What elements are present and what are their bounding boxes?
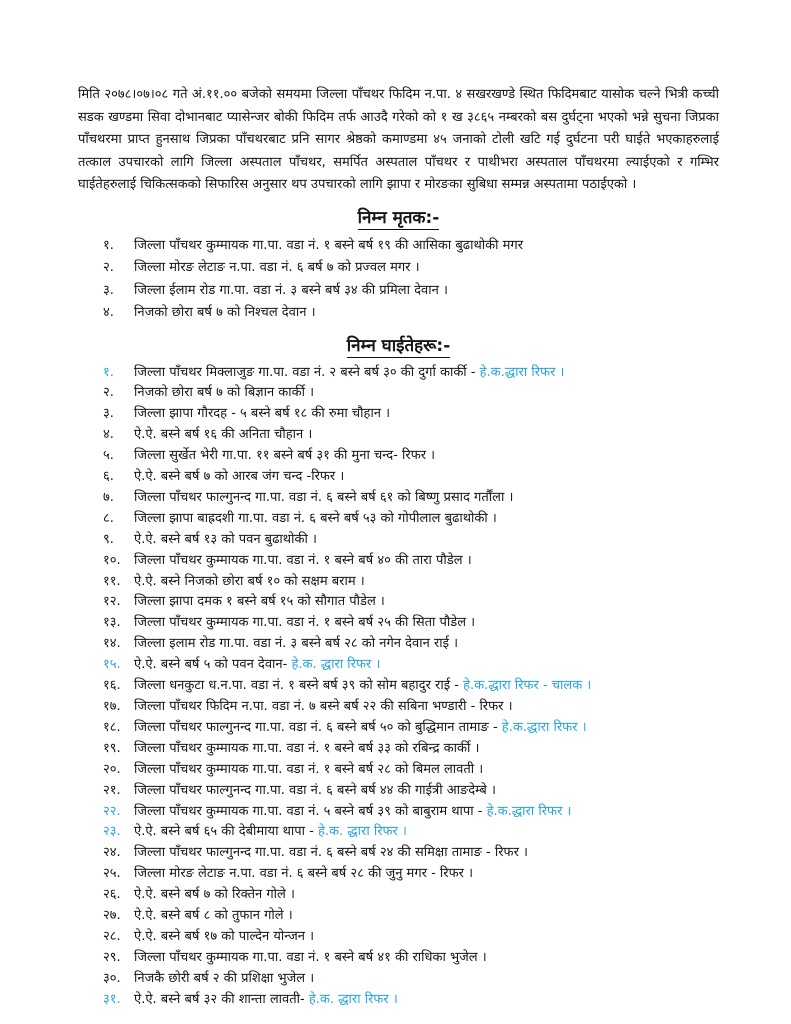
intro-paragraph: मिति २०७८।०७।०८ गते अं.११.०० बजेको समयमा जिल्ला पाँचथर फिदिम न.पा. ४ सखरखण्डे स्थित फिदिमबाट यासोक चल्ने भित्री कच्ची सडक खण्डमा सिवा दोभानबाट प्यासेन्जर बोकी फिदिम तर्फ आउदै गरेको को १ ख ३८६५ नम्बरको बस दुर्घट्ना भएको भन्ने सुचना जिप्रका पाँचथरमा प्राप्त हुनसाथ जिप्रका पाँचथरबाट प्रनि सागर श्रेष्ठको कमाण्डमा ४५ जनाको टोली खटि गई दुर्घटना परी घाईते भएकाहरुलाई तत्काल उपचारको लागि जिल्ला अस्पताल पाँचथर, समर्पित अस्पताल पाँचथर र पाथीभरा अस्पताल पाँचथरमा ल्याईएको र गम्भिर घाईतेहरुलाई चिकित्सकको सिफारिस अनुसार थप उपचारको लागि झापा र मोरङका सुबिधा सम्मन्न अस्पतामा पठाईएको ।	[78, 87, 720, 192]
item-text	[134, 843, 719, 864]
item-number: २९.	[103, 949, 121, 965]
list-item	[103, 235, 719, 258]
item-text-segment: ऐ.ऐ. बस्ने बर्ष १३ को पवन बुढाथोकी ।	[134, 531, 317, 547]
list-item	[103, 488, 719, 509]
list-item	[103, 969, 719, 990]
item-text	[134, 676, 719, 697]
item-text	[134, 592, 719, 613]
list-item	[103, 885, 719, 906]
item-number: ३.	[103, 282, 114, 298]
list-item	[103, 383, 719, 404]
item-number: १५.	[103, 657, 121, 673]
item-text-segment: जिल्ला पाँचथर कुम्मायक गा.पा. वडा नं. १ बस्ने बर्ष ३३ को रबिन्द्र कार्की ।	[134, 740, 480, 756]
item-text-segment: जिल्ला इलाम रोड गा.पा. वडा नं. ३ बस्ने बर्ष २८ को नगेन देवान राई ।	[134, 636, 459, 652]
item-text	[134, 235, 719, 258]
item-number: २४.	[103, 845, 121, 861]
item-text-referred-note: हे.क.द्धारा रिफर ।	[501, 719, 587, 735]
list-item	[103, 781, 719, 802]
item-text-referred-note: हे.क.द्धारा रिफर - चालक ।	[463, 678, 592, 694]
item-number: १७.	[103, 699, 121, 714]
list-item	[103, 843, 719, 864]
item-number: २१.	[103, 782, 121, 798]
item-text	[134, 718, 719, 739]
item-number: १.	[103, 237, 114, 253]
item-number: २.	[103, 260, 114, 275]
item-text-segment: निजको छोरा बर्ष ७ को निश्चल देवान ।	[134, 305, 316, 320]
list-item	[103, 906, 719, 927]
item-number: २.	[103, 385, 114, 401]
item-text	[134, 739, 719, 760]
item-text	[134, 530, 719, 551]
item-text-referred-note: हे.क. द्धारा रिफर ।	[308, 991, 398, 1007]
list-item	[103, 760, 719, 781]
item-text-referred-note: हे.क. द्धारा रिफर ।	[291, 657, 381, 673]
list-item	[103, 718, 719, 739]
item-text	[134, 990, 719, 1011]
item-text	[134, 404, 719, 425]
item-number: १६.	[103, 678, 121, 694]
list-item	[103, 864, 719, 885]
item-text-segment: जिल्ला पाँचथर कुम्मायक गा.पा. वडा नं. १ बस्ने बर्ष २८ को बिमल लावती ।	[134, 761, 484, 777]
item-text	[134, 781, 719, 802]
list-item	[103, 280, 719, 303]
item-text	[134, 302, 719, 325]
item-text-segment: जिल्ला मोरङ लेटाङ न.पा. वडा नं. ६ बस्ने बर्ष २८ की जुनु मगर - रिफर ।	[134, 866, 474, 882]
item-text-segment: ऐ.ऐ. बस्ने बर्ष ७ को रिक्तेन गोले ।	[134, 887, 295, 903]
item-number: ३०.	[103, 970, 121, 986]
item-number: ३.	[103, 406, 114, 422]
item-number: १.	[103, 364, 114, 380]
item-text-segment: जिल्ला पाँचथर मिक्लाजुङ गा.पा. वडा नं. २ बस्ने बर्ष ३० की दुर्गा कार्की -	[134, 364, 480, 380]
list-item	[103, 948, 719, 969]
item-text	[134, 467, 719, 488]
list-item	[103, 592, 719, 613]
item-text-segment: जिल्ला पाँचथर कुम्मायक गा.पा. वडा नं. १ बस्ने बर्ष २५ की सिता पौडेल ।	[134, 615, 476, 631]
list-item	[103, 467, 719, 488]
injured-list	[103, 363, 719, 1011]
list-item	[103, 990, 719, 1011]
item-text	[134, 613, 719, 634]
item-text-segment: जिल्ला पाँचथर फाल्गुनन्द गा.पा. वडा नं. ६ बस्ने बर्ष ४४ की गाईत्री आङदेम्बे ।	[134, 782, 496, 798]
item-text-segment: जिल्ला झापा दमक १ बस्ने बर्ष १५ को सौगात पौडेल ।	[134, 594, 385, 610]
item-text	[134, 363, 719, 384]
item-text-segment: ऐ.ऐ. बस्ने बर्ष १६ की अनिता चौहान ।	[134, 427, 313, 443]
item-text	[134, 509, 719, 530]
list-item	[103, 551, 719, 572]
item-text	[134, 634, 719, 655]
list-item	[103, 572, 719, 593]
item-text-segment: जिल्ला झापा गौरदह - ५ बस्ने बर्ष १८ की रुमा चौहान ।	[134, 406, 391, 422]
item-text	[134, 948, 719, 969]
deceased-heading	[78, 205, 719, 228]
item-number: १०.	[103, 552, 121, 568]
item-text	[134, 802, 719, 823]
item-text-segment: जिल्ला पाँचथर फाल्गुनन्द गा.पा. वडा नं. ६ बस्ने बर्ष ५० को बुद्धिमान तामाङ -	[134, 719, 502, 735]
item-number: १८.	[103, 719, 121, 735]
list-item	[103, 634, 719, 655]
item-text-segment: जिल्ला पाँचथर फाल्गुनन्द गा.पा. वडा नं. ६ बस्ने बर्ष २४ की समिक्षा तामाङ - रिफर ।	[134, 845, 528, 861]
item-text	[134, 697, 719, 718]
item-text-segment: जिल्ला पाँचथर कुम्मायक गा.पा. वडा नं. १ बस्ने बर्ष ४१ की राधिका भुजेल ।	[134, 949, 487, 965]
item-number: २८.	[103, 928, 121, 944]
item-text-segment: जिल्ला पाँचथर कुम्मायक गा.पा. वडा नं. १ बस्ने बर्ष ४० की तारा पौडेल ।	[134, 552, 472, 568]
item-number: २५.	[103, 866, 121, 882]
item-text-segment: जिल्ला पाँचथर कुम्मायक गा.पा. वडा नं. ५ बस्ने बर्ष ३९ को बाबुराम थापा -	[134, 803, 487, 819]
item-text-segment: निजकै छोरी बर्ष २ की प्रशिक्षा भुजेल ।	[134, 970, 315, 986]
item-text-segment: ऐ.ऐ. बस्ने बर्ष १७ को पाल्देन योन्जन ।	[134, 928, 315, 944]
item-text-segment: निजको छोरा बर्ष ७ को बिज्ञान कार्की ।	[134, 385, 315, 401]
list-item	[103, 676, 719, 697]
item-text	[134, 760, 719, 781]
list-item	[103, 739, 719, 760]
item-number: ३१.	[103, 991, 121, 1007]
item-number: १९.	[103, 740, 121, 756]
item-number: ११.	[103, 573, 121, 589]
item-text-segment: ऐ.ऐ. बस्ने बर्ष ७ को आरब जंग चन्द -रिफर ।	[134, 469, 345, 485]
item-number: २३.	[103, 824, 121, 840]
list-item	[103, 697, 719, 718]
list-item	[103, 363, 719, 384]
item-number: ४.	[103, 305, 114, 320]
item-text	[134, 864, 719, 885]
item-text	[134, 906, 719, 927]
item-text	[134, 383, 719, 404]
item-text	[134, 280, 719, 303]
list-item	[103, 509, 719, 530]
list-item	[103, 822, 719, 843]
list-item	[103, 802, 719, 823]
item-text-segment: जिल्ला मोरङ लेटाङ न.पा. वडा नं. ६ बर्ष ७ को प्रज्वल मगर ।	[134, 260, 420, 275]
item-text	[134, 822, 719, 843]
item-text-segment: जिल्ला धनकुटा ध.न.पा. वडा नं. १ बस्ने बर्ष ३९ को सोम बहादुर राई -	[134, 678, 464, 694]
item-text-segment: ऐ.ऐ. बस्ने बर्ष ३२ की शान्ता लावती-	[134, 991, 309, 1007]
list-item	[103, 302, 719, 325]
item-number: २०.	[103, 761, 121, 777]
item-text	[134, 655, 719, 676]
item-number: ७.	[103, 489, 114, 505]
item-number: २७.	[103, 908, 121, 924]
item-number: १४.	[103, 636, 121, 652]
item-text	[134, 969, 719, 990]
item-text-referred-note: हे.क.द्धारा रिफर ।	[479, 364, 565, 380]
list-item	[103, 530, 719, 551]
item-text	[134, 257, 719, 280]
item-text	[134, 488, 719, 509]
injured-heading	[78, 333, 719, 356]
item-text-segment: ऐ.ऐ. बस्ने निजको छोरा बर्ष १० को सक्षम बराम ।	[134, 573, 365, 589]
deceased-heading-text: निम्न मृतक:-	[357, 207, 440, 228]
list-item	[103, 927, 719, 948]
item-number: २२.	[103, 803, 121, 819]
list-item	[103, 446, 719, 467]
item-text-referred-note: हे.क. द्धारा रिफर ।	[317, 824, 407, 840]
item-text	[134, 425, 719, 446]
item-text	[134, 551, 719, 572]
item-number: ८.	[103, 510, 114, 526]
item-text-segment: जिल्ला ईलाम रोड गा.पा. वडा नं. ३ बस्ने बर्ष ३४ की प्रमिला देवान ।	[134, 282, 448, 298]
deceased-list	[103, 235, 719, 325]
item-text-segment: ऐ.ऐ. बस्ने बर्ष ८ को तुफान गोले ।	[134, 908, 293, 924]
item-text-segment: जिल्ला झापा बाह्रदशी गा.पा. वडा नं. ६ बस्ने बर्ष ५३ को गोपीलाल बुढाथोकी ।	[134, 510, 497, 526]
item-text-segment: जिल्ला पाँचथर फाल्गुनन्द गा.पा. वडा नं. ६ बस्ने बर्ष ६१ को बिष्णु प्रसाद गर्तौंला ।	[134, 489, 514, 505]
list-item	[103, 425, 719, 446]
item-text-segment: ऐ.ऐ. बस्ने बर्ष ५ को पवन देवान-	[134, 657, 292, 673]
item-number: ६.	[103, 469, 114, 485]
item-text	[134, 927, 719, 948]
item-text-segment: ऐ.ऐ. बस्ने बर्ष ६५ की देबीमाया थापा -	[134, 824, 318, 840]
item-number: २६.	[103, 887, 121, 903]
item-text-segment: जिल्ला पाँचथर कुम्मायक गा.पा. वडा नं. १ बस्ने बर्ष १९ की आसिका बुढाथोकी मगर	[134, 237, 524, 253]
item-text-segment: जिल्ला पाँचथर फिदिम न.पा. वडा नं. ७ बस्ने बर्ष २२ की सबिना भण्डारी - रिफर ।	[134, 699, 513, 714]
item-number: ४.	[103, 427, 114, 443]
item-number: ५.	[103, 448, 114, 464]
list-item	[103, 613, 719, 634]
list-item	[103, 404, 719, 425]
item-text	[134, 885, 719, 906]
item-number: १२.	[103, 594, 121, 610]
item-number: १३.	[103, 615, 121, 631]
item-text	[134, 446, 719, 467]
item-text-referred-note: हे.क.द्धारा रिफर ।	[486, 803, 572, 819]
item-text	[134, 572, 719, 593]
list-item	[103, 257, 719, 280]
item-text-segment: जिल्ला सुर्खेत भेरी गा.पा. ११ बस्ने बर्ष ३१ की मुना चन्द- रिफर ।	[134, 448, 436, 464]
list-item	[103, 655, 719, 676]
injured-heading-text: निम्न घाईतेहरू:-	[346, 335, 451, 356]
item-number: ९.	[103, 531, 114, 547]
